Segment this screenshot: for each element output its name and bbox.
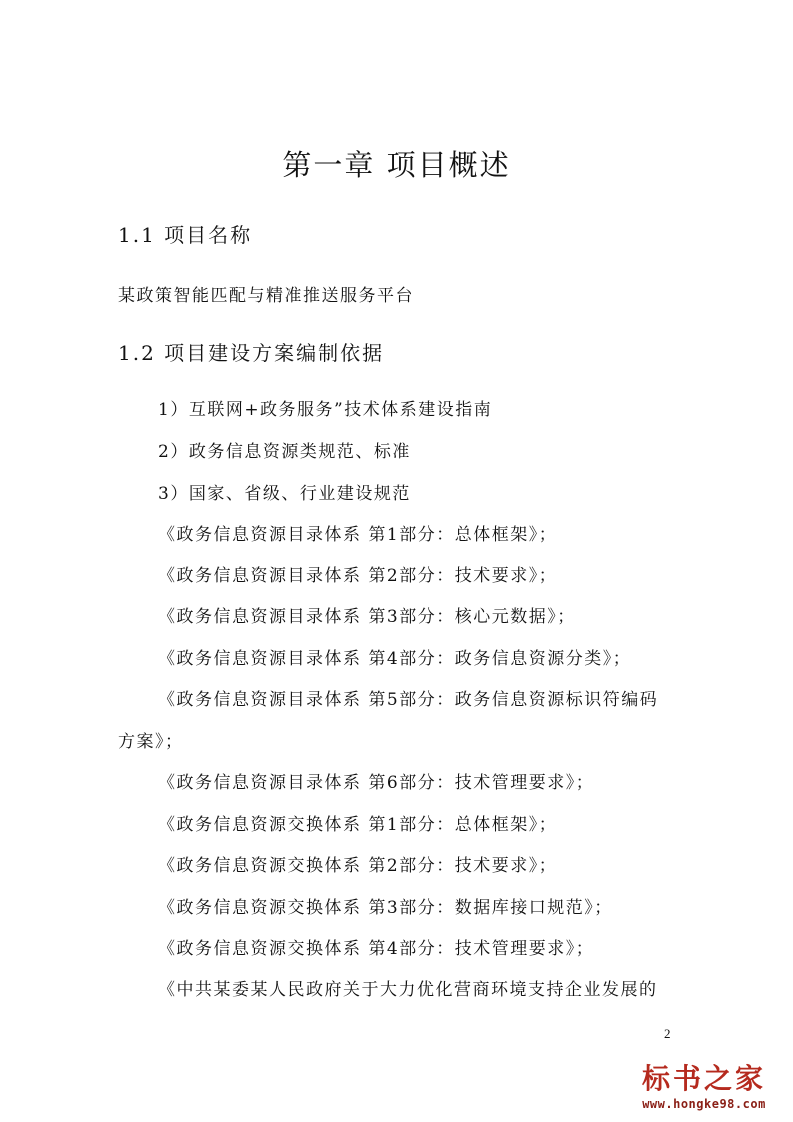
standard-item: 《中共某委某人民政府关于大力优化营商环境支持企业发展的 — [158, 980, 658, 1000]
standard-item: 《政务信息资源目录体系 第5部分：政务信息资源标识符编码 — [158, 690, 659, 710]
watermark-logo — [624, 1062, 784, 1112]
standard-item: 《政务信息资源交换体系 第3部分：数据库接口规范》； — [158, 898, 613, 918]
standard-item: 《政务信息资源目录体系 第4部分：政务信息资源分类》； — [158, 649, 632, 669]
project-name: 某政策智能匹配与精准推送服务平台 — [118, 286, 414, 306]
standard-item: 《政务信息资源交换体系 第2部分：技术要求》； — [158, 856, 558, 876]
standard-item: 《政务信息资源目录体系 第1部分：总体框架》； — [158, 525, 558, 545]
standard-item: 《政务信息资源交换体系 第4部分：技术管理要求》； — [158, 939, 595, 959]
standard-item: 《政务信息资源目录体系 第6部分：技术管理要求》； — [158, 773, 595, 793]
section-heading-1-1: 1.1 项目名称 — [118, 223, 253, 247]
standard-item: 《政务信息资源目录体系 第2部分：技术要求》； — [158, 566, 558, 586]
watermark-title: 标书之家 — [641, 1062, 766, 1095]
basis-item: 1）互联网+政务服务”技术体系建设指南 — [158, 400, 493, 420]
chapter-title: 第一章 项目概述 — [282, 148, 511, 182]
standard-item: 《政务信息资源交换体系 第1部分：总体框架》； — [158, 815, 558, 835]
basis-item: 2）政务信息资源类规范、标准 — [158, 442, 411, 462]
watermark-url: www.hongke98.com — [642, 1097, 766, 1111]
basis-item: 3）国家、省级、行业建设规范 — [158, 484, 411, 504]
page-number: 2 — [664, 1026, 671, 1041]
section-heading-1-2: 1.2 项目建设方案编制依据 — [118, 341, 385, 365]
standard-item: 《政务信息资源目录体系 第3部分：核心元数据》； — [158, 607, 576, 627]
standard-item-continuation: 方案》； — [118, 732, 184, 752]
